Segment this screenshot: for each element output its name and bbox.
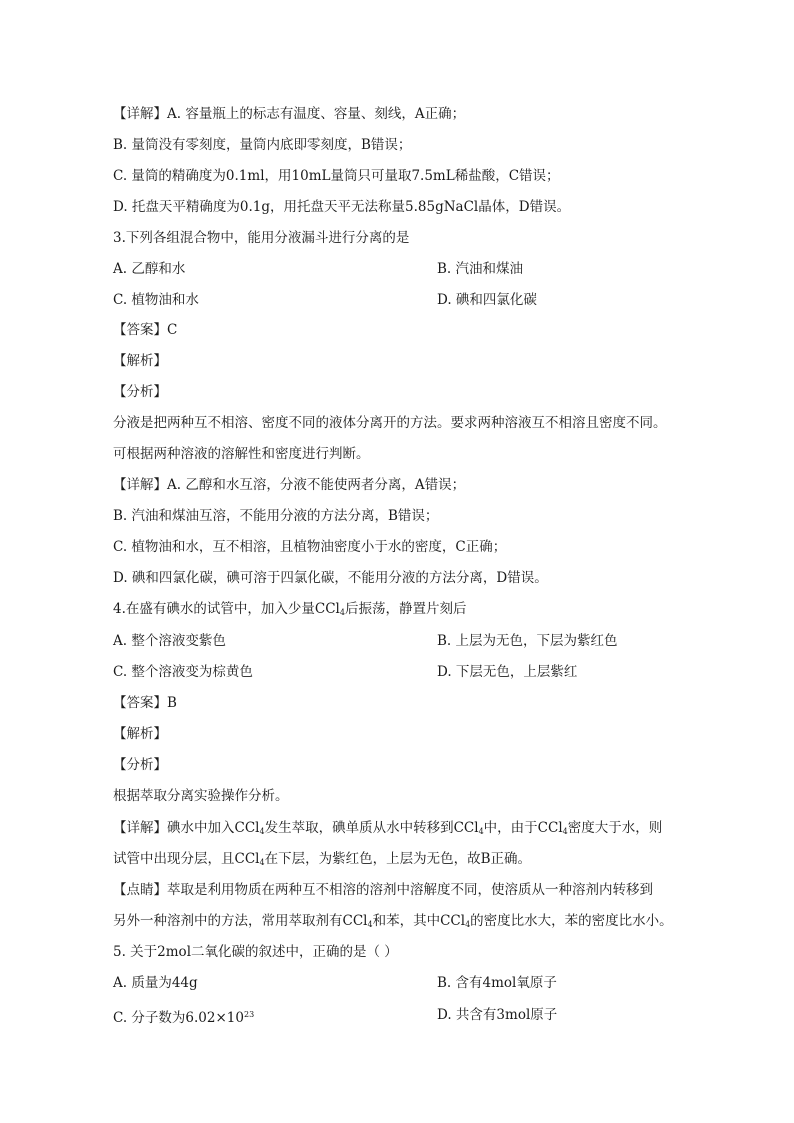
subscript: 4 [478, 827, 484, 836]
text: 密度大于水，则 [567, 820, 663, 836]
superscript: 23 [243, 1010, 255, 1019]
text: 发生萃取，碘单质从水中转移到CCl [264, 820, 479, 836]
text: 试管中出现分层，且CCl [113, 851, 260, 867]
q5-stem: 5. 关于2mol二氧化碳的叙述中，正确的是（ ） [113, 944, 398, 960]
detail-text: A. 容量瓶上的标志有温度、容量、刻线，A正确； [167, 106, 466, 122]
q5-option-d: D. 共含有3mol原子 [437, 1007, 558, 1023]
q2-detail-c: C. 量筒的精确度为0.1ml，用10mL量筒只可量取7.5mL稀盐酸，C错误； [113, 168, 560, 184]
q3-detail-d: D. 碘和四氯化碳，碘可溶于四氯化碳，不能用分液的方法分离，D错误。 [113, 570, 548, 586]
q4-detail-line1 [113, 818, 693, 842]
q4-stem [113, 599, 693, 623]
subscript: 4 [339, 608, 345, 617]
subscript: 4 [465, 920, 471, 929]
subscript: 4 [259, 858, 265, 867]
q2-detail-a [113, 104, 693, 124]
q5-option-a: A. 质量为44g [113, 975, 198, 991]
q3-detail-a: 【详解】A. 乙醇和水互溶，分液不能使两者分离，A错误； [113, 477, 466, 493]
q3-fenxi-heading: 【分析】 [113, 384, 167, 400]
text: 中，由于CCl [483, 820, 563, 836]
q4-fenxi-heading: 【分析】 [113, 757, 167, 773]
q4-fenxi-line1: 根据萃取分离实验操作分析。 [113, 788, 289, 804]
q3-option-a: A. 乙醇和水 [113, 261, 186, 277]
q5-option-b: B. 含有4mol氧原子 [437, 975, 557, 991]
q4-jiexi-heading: 【解析】 [113, 726, 167, 742]
q3-answer: 【答案】C [113, 322, 178, 338]
q5-options-row2 [113, 1005, 693, 1028]
q2-detail-d: D. 托盘天平精确度为0.1g，用托盘天平无法称量5.85gNaCl晶体，D错误。 [113, 199, 571, 215]
q4-dianjing-line1: 【点睛】萃取是利用物质在两种互不相溶的溶剂中溶解度不同，使溶质从一种溶剂内转移到 [113, 882, 653, 898]
q3-fenxi-line2: 可根据两种溶液的溶解性和密度进行判断。 [113, 446, 370, 462]
subscript: 4 [367, 920, 373, 929]
q3-detail-c: C. 植物油和水，互不相溶，且植物油密度小于水的密度，C正确； [113, 539, 507, 555]
q4-detail-line2 [113, 849, 693, 873]
text: 另外一种溶剂中的方法，常用萃取剂有CCl [113, 913, 368, 929]
q4-stem-post: 后振荡，静置片刻后 [344, 601, 467, 617]
q3-option-d: D. 碘和四氯化碳 [437, 292, 537, 308]
q3-fenxi-line1: 分液是把两种互不相溶、密度不同的液体分离开的方法。要求两种溶液互不相溶且密度不同。 [113, 415, 667, 431]
q4-options-row2 [113, 662, 693, 682]
q3-detail-b: B. 汽油和煤油互溶，不能用分液的方法分离，B错误； [113, 508, 439, 524]
detail-tag: 【详解】 [113, 106, 167, 122]
q3-option-c: C. 植物油和水 [113, 292, 199, 308]
q4-stem-pre: 4.在盛有碘水的试管中，加入少量CCl [113, 601, 340, 617]
text: 和苯，其中CCl [372, 913, 466, 929]
q3-option-b: B. 汽油和煤油 [437, 261, 524, 277]
text: 【详解】碘水中加入CCl [113, 820, 260, 836]
q4-options-row1 [113, 631, 693, 651]
q3-jiexi-heading: 【解析】 [113, 353, 167, 369]
q3-stem: 3.下列各组混合物中，能用分液漏斗进行分离的是 [113, 230, 410, 246]
q5-options-row1 [113, 973, 693, 993]
q4-option-b: B. 上层为无色，下层为紫红色 [437, 633, 618, 649]
q4-option-c: C. 整个溶液变为棕黄色 [113, 664, 253, 680]
q4-option-d: D. 下层无色，上层紫红 [437, 664, 578, 680]
text: 在下层，为紫红色，上层为无色，故B正确。 [264, 851, 531, 867]
q3-options-row1 [113, 259, 693, 279]
text: C. 分子数为6.02×10 [113, 1010, 244, 1026]
subscript: 4 [259, 827, 265, 836]
q4-dianjing-line2 [113, 911, 693, 935]
q5-option-c [113, 1010, 254, 1026]
q4-answer: 【答案】B [113, 695, 177, 711]
subscript: 4 [562, 827, 568, 836]
q4-option-a: A. 整个溶液变紫色 [113, 633, 226, 649]
text: 的密度比水大，苯的密度比水小。 [470, 913, 673, 929]
q3-options-row2 [113, 290, 693, 310]
q2-detail-b: B. 量筒没有零刻度，量筒内底即零刻度，B错误； [113, 137, 412, 153]
